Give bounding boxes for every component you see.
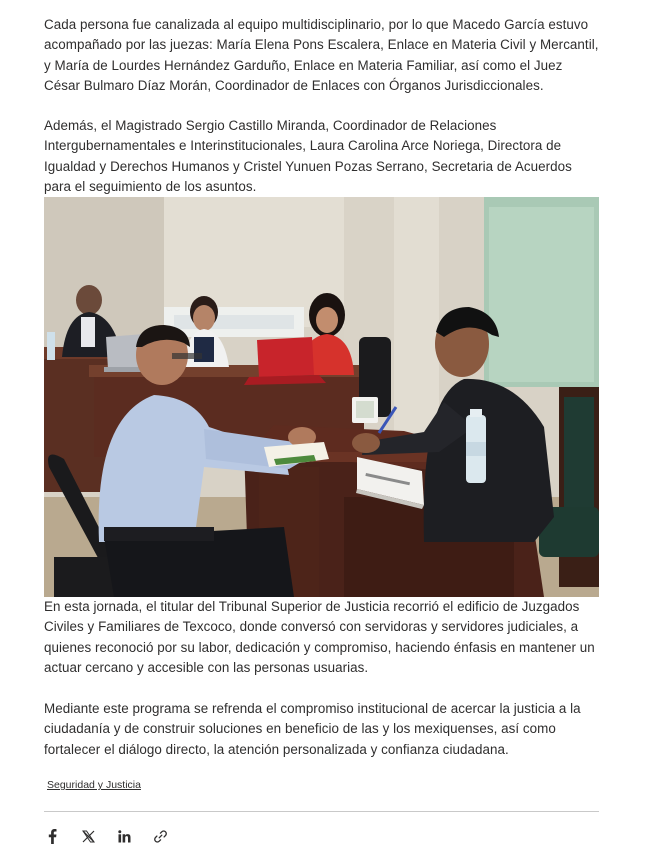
article-photo xyxy=(44,197,599,597)
facebook-share-button[interactable] xyxy=(44,828,60,844)
linkedin-icon xyxy=(118,830,131,843)
paragraph: Mediante este programa se refrenda el compromiso institucional de acercar la justicia a la ciudadanía y de construir soluciones en beneficio de las y los mexiquenses, así como fortalecer el diálogo directo, la atención personalizada y confianza ciudadana. xyxy=(44,701,581,757)
linkedin-share-button[interactable] xyxy=(116,828,132,844)
paragraph: En esta jornada, el titular del Tribunal Superior de Justicia recorrió el edificio de Juzgados Civiles y Familiares de Texcoco, donde conversó con servidoras y servidores judiciales, a quienes reconoció por su labor, dedicación y compromiso, haciendo énfasis en mantener un actuar cercano y accesible con las personas usuarias. xyxy=(44,599,595,675)
x-icon xyxy=(82,830,95,843)
paragraph: Cada persona fue canalizada al equipo multidisciplinario, por lo que Macedo García estuvo acompañado por las juezas: María Elena Pons Escalera, Enlace en Materia Civil y Mercantil, y María de Lourdes Hernández Garduño, Enlace en Materia Familiar, así como el Juez César Bulmaro Díaz Morán, Coordinador de Enlaces con Órganos Jurisdiccionales. xyxy=(44,17,599,93)
link-icon xyxy=(153,829,168,844)
category-tag-link[interactable]: Seguridad y Justicia xyxy=(47,779,141,791)
copy-link-button[interactable] xyxy=(152,828,168,844)
share-bar xyxy=(44,826,188,846)
x-share-button[interactable] xyxy=(80,828,96,844)
paragraph: Además, el Magistrado Sergio Castillo Miranda, Coordinador de Relaciones Intergubernamentales e Interinstitucionales, Laura Carolina Arce Noriega, Directora de Igualdad y Derechos Humanos y Cristel Yunuen Pozas Serrano, Secretaria de Acuerdos para el seguimiento de los asuntos. xyxy=(44,118,572,194)
divider xyxy=(44,811,599,812)
facebook-icon xyxy=(48,829,57,844)
